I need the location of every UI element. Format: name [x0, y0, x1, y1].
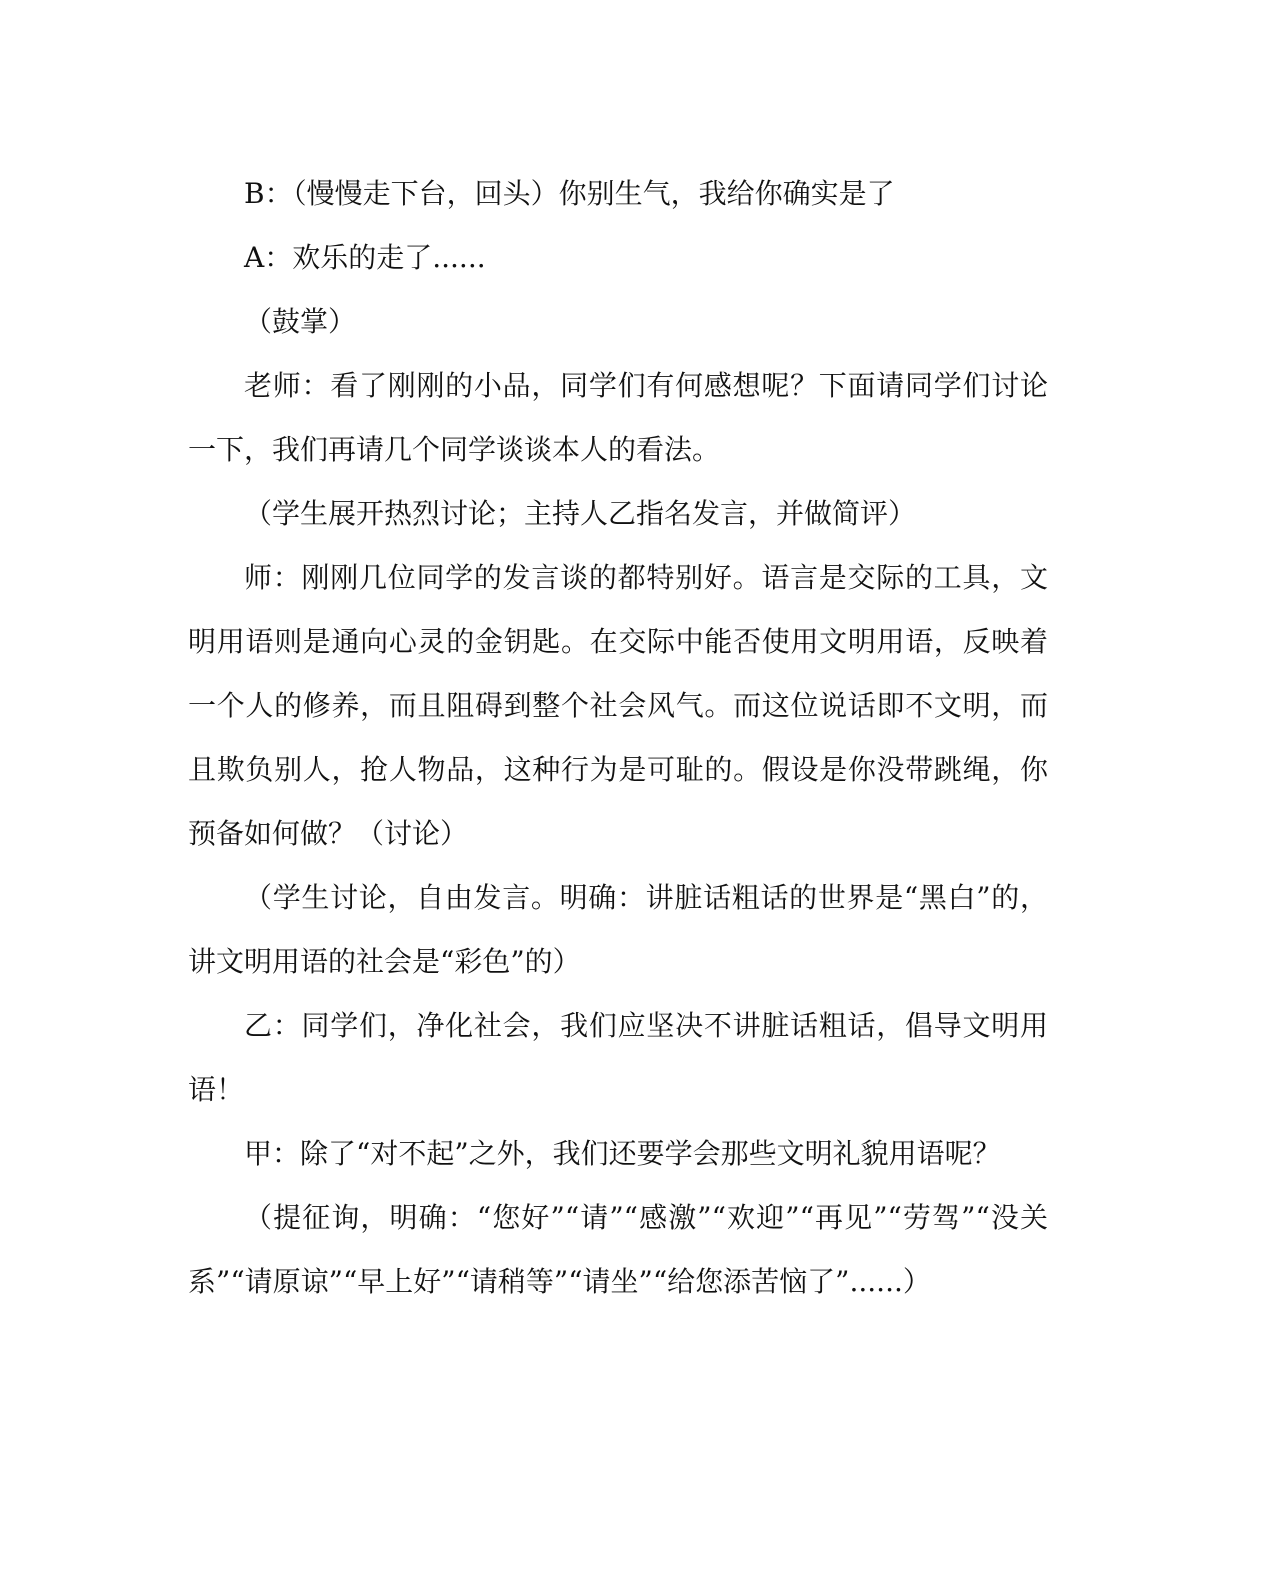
- paragraph-teacher-question: 老师：看了刚刚的小品，同学们有何感想呢？下面请同学们讨论一下，我们再请几个同学谈谈本人的看法。: [188, 369, 1048, 466]
- paragraph-student-discussion: （学生讨论，自由发言。明确：讲脏话粗话的世界是“黑白”的，讲文明用语的社会是“彩色”的）: [188, 881, 1048, 978]
- paragraph-yi-line: 乙：同学们，净化社会，我们应坚决不讲脏话粗话，倡导文明用语！: [188, 1009, 1048, 1106]
- paragraph-discussion-note: （学生展开热烈讨论；主持人乙指名发言，并做简评）: [244, 497, 917, 530]
- paragraph-jia-line: 甲：除了“对不起”之外，我们还要学会那些文明礼貌用语呢？: [244, 1137, 1001, 1170]
- document-body: [188, 162, 1048, 1314]
- paragraph-b-line: B：（慢慢走下台，回头）你别生气，我给你确实是了: [244, 177, 895, 210]
- paragraph-a-line: A：欢乐的走了......: [244, 241, 486, 274]
- paragraph-applause: （鼓掌）: [244, 305, 357, 338]
- paragraph-polite-phrases: （提征询，明确：“您好”“请”“感激”“欢迎”“再见”“劳驾”“没关系”“请原谅”“早上好”“请稍等”“请坐”“给您添苦恼了”......）: [188, 1201, 1048, 1298]
- paragraph-teacher-comment: 师：刚刚几位同学的发言谈的都特别好。语言是交际的工具，文明用语则是通向心灵的金钥匙。在交际中能否使用文明用语，反映着一个人的修养，而且阻碍到整个社会风气。而这位说话即不文明，而且欺负别人，抢人物品，这种行为是可耻的。假设是你没带跳绳，你预备如何做？（讨论）: [188, 561, 1048, 850]
